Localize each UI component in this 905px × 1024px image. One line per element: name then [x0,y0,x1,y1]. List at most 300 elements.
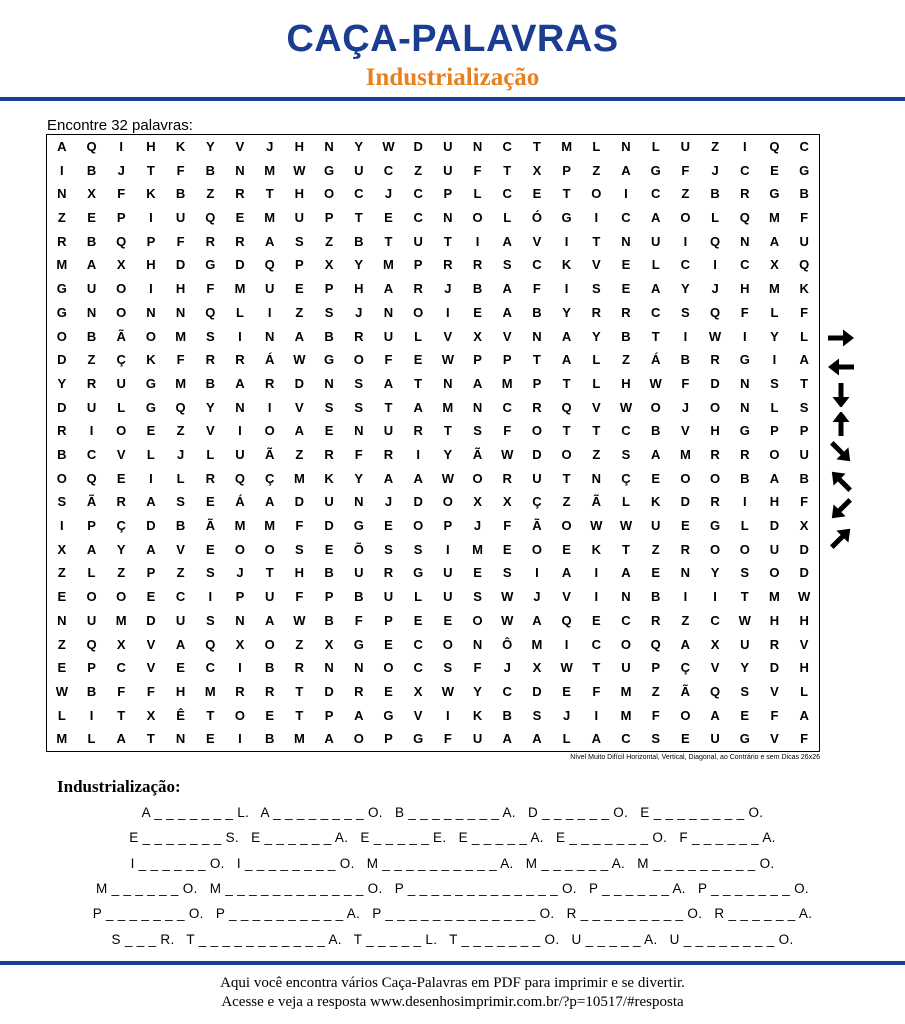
grid-letter[interactable]: X [532,162,542,178]
grid-letter[interactable]: O [234,541,246,557]
grid-letter[interactable]: H [175,281,186,297]
grid-letter[interactable]: C [650,186,661,202]
grid-letter[interactable]: R [57,233,67,249]
grid-letter[interactable]: A [502,281,512,297]
grid-letter[interactable]: M [56,731,68,747]
grid-letter[interactable]: D [799,565,809,581]
grid-letter[interactable]: A [86,257,97,273]
grid-letter[interactable]: Ã [116,328,126,344]
grid-letter[interactable]: M [769,281,780,297]
grid-letter[interactable]: O [680,470,691,486]
grid-letter[interactable]: U [383,423,394,439]
grid-letter[interactable]: R [413,423,423,439]
grid-letter[interactable]: Y [562,304,571,320]
grid-letter[interactable]: M [620,707,632,723]
grid-letter[interactable]: Ã [86,494,97,510]
grid-letter[interactable]: Q [561,399,572,415]
grid-letter[interactable]: U [354,565,364,581]
grid-letter[interactable]: Z [57,636,66,652]
grid-letter[interactable]: T [265,565,274,581]
grid-letter[interactable]: C [532,257,542,273]
grid-letter[interactable]: X [87,186,96,202]
grid-letter[interactable]: I [564,233,569,249]
grid-letter[interactable]: H [294,186,305,202]
grid-letter[interactable]: T [206,707,215,723]
grid-letter[interactable]: I [89,423,94,439]
grid-letter[interactable]: L [562,731,571,747]
grid-letter[interactable]: I [594,210,599,226]
grid-letter[interactable]: U [86,399,97,415]
grid-letter[interactable]: R [413,281,423,297]
grid-letter[interactable]: Z [681,186,690,202]
grid-letter[interactable]: B [324,565,334,581]
grid-letter[interactable]: C [591,636,601,652]
grid-letter[interactable]: I [267,399,272,415]
grid-letter[interactable]: O [680,707,691,723]
grid-letter[interactable]: Y [205,399,215,415]
grid-letter[interactable]: B [680,352,691,368]
grid-letter[interactable]: X [116,257,126,273]
grid-letter[interactable]: G [561,210,572,226]
grid-letter[interactable]: R [264,375,275,391]
grid-letter[interactable]: C [116,660,126,676]
grid-letter[interactable]: C [502,139,512,154]
grid-letter[interactable]: S [384,541,393,557]
grid-letter[interactable]: Y [354,257,364,273]
grid-letter[interactable]: I [594,589,599,605]
grid-letter[interactable]: A [383,375,394,391]
grid-letter[interactable]: K [146,352,156,368]
grid-letter[interactable]: A [354,707,364,723]
grid-letter[interactable]: Q [205,636,216,652]
grid-letter[interactable]: R [235,233,245,249]
grid-letter[interactable]: U [650,233,661,249]
grid-letter[interactable]: Y [710,565,720,581]
grid-letter[interactable]: E [621,281,631,297]
grid-letter[interactable]: Y [740,660,750,676]
grid-letter[interactable]: X [799,518,809,534]
grid-letter[interactable]: H [621,375,631,391]
grid-letter[interactable]: V [443,328,453,344]
grid-letter[interactable]: J [562,707,571,723]
grid-letter[interactable]: F [592,683,601,699]
grid-letter[interactable]: X [57,541,67,557]
grid-letter[interactable]: F [681,162,690,178]
grid-letter[interactable]: P [324,589,334,605]
grid-letter[interactable]: S [354,399,364,415]
grid-letter[interactable]: M [531,636,543,652]
grid-letter[interactable]: T [532,139,541,154]
grid-letter[interactable]: R [472,257,483,273]
grid-letter[interactable]: E [146,423,156,439]
grid-letter[interactable]: G [799,162,810,178]
grid-letter[interactable]: G [739,423,750,439]
grid-letter[interactable]: E [532,186,542,202]
grid-letter[interactable]: B [264,660,275,676]
grid-letter[interactable]: H [769,612,780,628]
grid-letter[interactable]: R [383,447,394,462]
grid-letter[interactable]: N [235,162,245,178]
grid-letter[interactable]: N [443,375,453,391]
grid-letter[interactable]: B [86,233,97,249]
grid-letter[interactable]: Ç [532,494,542,510]
grid-letter[interactable]: U [175,612,186,628]
grid-letter[interactable]: E [502,541,512,557]
grid-letter[interactable]: Z [325,233,334,249]
grid-letter[interactable]: D [146,612,156,628]
grid-letter[interactable]: A [472,375,483,391]
grid-letter[interactable]: R [383,565,394,581]
grid-letter[interactable]: D [324,683,334,699]
grid-letter[interactable]: E [413,352,423,368]
grid-letter[interactable]: E [562,683,571,699]
grid-letter[interactable]: N [383,304,394,320]
grid-letter[interactable]: F [206,281,215,297]
grid-letter[interactable]: Z [592,447,601,462]
grid-letter[interactable]: L [146,447,155,462]
grid-letter[interactable]: B [205,162,215,178]
grid-letter[interactable]: U [532,470,542,486]
grid-letter[interactable]: O [710,399,721,415]
grid-letter[interactable]: G [650,162,661,178]
grid-letter[interactable]: Z [651,541,660,557]
grid-letter[interactable]: M [293,470,305,486]
grid-letter[interactable]: O [56,328,67,344]
grid-letter[interactable]: F [176,233,185,249]
grid-letter[interactable]: O [561,447,572,462]
grid-letter[interactable]: A [561,565,572,581]
grid-letter[interactable]: T [414,375,423,391]
grid-letter[interactable]: M [620,683,632,699]
grid-letter[interactable]: E [413,612,423,628]
grid-letter[interactable]: P [384,612,393,628]
grid-letter[interactable]: M [175,375,187,391]
grid-letter[interactable]: S [413,541,423,557]
grid-letter[interactable]: S [651,731,661,747]
grid-letter[interactable]: Z [681,612,690,628]
grid-letter[interactable]: B [175,186,186,202]
grid-letter[interactable]: S [205,612,215,628]
grid-letter[interactable]: D [769,660,780,676]
grid-letter[interactable]: O [620,636,632,652]
grid-letter[interactable]: O [472,470,483,486]
grid-letter[interactable]: Z [117,565,126,581]
grid-letter[interactable]: A [413,399,423,415]
grid-letter[interactable]: Y [354,139,364,154]
grid-letter[interactable]: O [442,494,453,510]
grid-letter[interactable]: T [800,375,809,391]
grid-letter[interactable]: N [532,328,542,344]
grid-letter[interactable]: F [473,660,482,676]
grid-letter[interactable]: V [681,423,690,439]
grid-letter[interactable]: O [739,541,750,557]
grid-letter[interactable]: H [146,139,156,154]
grid-letter[interactable]: S [57,494,67,510]
grid-letter[interactable]: J [444,281,452,297]
grid-letter[interactable]: Z [592,162,601,178]
grid-letter[interactable]: Ã [680,683,691,699]
grid-letter[interactable]: L [651,139,660,154]
grid-letter[interactable]: C [650,304,661,320]
grid-letter[interactable]: R [205,352,215,368]
grid-letter[interactable]: T [622,541,630,557]
grid-letter[interactable]: W [55,683,68,699]
grid-letter[interactable]: X [324,636,334,652]
grid-letter[interactable]: L [206,447,215,462]
grid-letter[interactable]: Ê [176,707,185,723]
grid-letter[interactable]: O [383,660,394,676]
grid-letter[interactable]: L [236,304,244,320]
grid-letter[interactable]: I [683,233,688,249]
grid-letter[interactable]: F [146,683,155,699]
grid-letter[interactable]: O [264,423,275,439]
grid-letter[interactable]: B [799,186,809,202]
grid-letter[interactable]: C [799,139,809,154]
grid-letter[interactable]: E [591,612,601,628]
grid-letter[interactable]: C [383,162,394,178]
grid-letter[interactable]: I [742,328,747,344]
grid-letter[interactable]: S [354,375,364,391]
grid-letter[interactable]: X [532,660,542,676]
grid-letter[interactable]: O [145,328,156,344]
grid-letter[interactable]: G [56,281,67,297]
grid-letter[interactable]: O [650,399,661,415]
grid-letter[interactable]: D [294,494,305,510]
grid-letter[interactable]: P [799,423,809,439]
grid-letter[interactable]: H [175,683,186,699]
grid-letter[interactable]: R [235,186,245,202]
grid-letter[interactable]: M [56,257,68,273]
grid-letter[interactable]: F [117,683,126,699]
grid-letter[interactable]: V [116,447,126,462]
grid-letter[interactable]: V [146,660,156,676]
grid-letter[interactable]: I [742,139,747,154]
grid-letter[interactable]: Z [87,352,96,368]
grid-letter[interactable]: C [413,660,423,676]
grid-letter[interactable]: L [800,683,809,699]
grid-letter[interactable]: L [592,375,601,391]
grid-letter[interactable]: Q [234,470,246,486]
grid-letter[interactable]: P [146,565,156,581]
grid-letter[interactable]: W [560,660,573,676]
grid-letter[interactable]: I [238,423,242,439]
grid-letter[interactable]: E [651,565,661,581]
grid-letter[interactable]: F [354,447,363,462]
grid-letter[interactable]: O [353,731,364,747]
grid-letter[interactable]: N [354,660,364,676]
grid-letter[interactable]: O [710,541,721,557]
grid-letter[interactable]: O [234,707,246,723]
grid-letter[interactable]: U [354,162,364,178]
grid-letter[interactable]: B [502,707,512,723]
grid-letter[interactable]: G [145,399,156,415]
grid-letter[interactable]: P [384,731,393,747]
grid-letter[interactable]: N [235,399,245,415]
grid-letter[interactable]: W [441,470,454,486]
grid-letter[interactable]: U [621,660,631,676]
grid-letter[interactable]: E [205,731,215,747]
grid-letter[interactable]: Z [57,210,66,226]
grid-letter[interactable]: N [740,233,750,249]
grid-letter[interactable]: A [799,707,809,723]
grid-letter[interactable]: T [146,731,155,747]
grid-letter[interactable]: B [86,162,97,178]
grid-letter[interactable]: U [86,612,97,628]
grid-letter[interactable]: Ç [116,352,126,368]
grid-letter[interactable]: H [146,257,156,273]
grid-letter[interactable]: C [740,162,750,178]
grid-letter[interactable]: B [650,589,661,605]
grid-letter[interactable]: N [264,328,275,344]
grid-letter[interactable]: U [710,731,720,747]
grid-letter[interactable]: L [87,565,96,581]
grid-letter[interactable]: X [473,328,482,344]
grid-letter[interactable]: A [561,328,572,344]
grid-letter[interactable]: I [624,186,628,202]
grid-letter[interactable]: I [535,565,539,581]
grid-letter[interactable]: P [413,257,423,273]
grid-letter[interactable]: O [531,423,542,439]
grid-letter[interactable]: W [501,447,514,462]
grid-letter[interactable]: M [234,518,246,534]
grid-letter[interactable]: F [800,731,809,747]
grid-letter[interactable]: X [146,707,156,723]
grid-letter[interactable]: Á [264,352,275,368]
grid-letter[interactable]: I [446,707,450,723]
grid-letter[interactable]: A [383,281,394,297]
grid-letter[interactable]: D [413,494,423,510]
grid-letter[interactable]: R [324,447,334,462]
grid-letter[interactable]: Ç [264,470,275,486]
grid-letter[interactable]: J [384,186,393,202]
grid-letter[interactable]: N [472,139,483,154]
grid-letter[interactable]: S [770,375,779,391]
grid-letter[interactable]: D [413,139,423,154]
grid-letter[interactable]: Õ [353,541,364,557]
grid-letter[interactable]: H [799,612,809,628]
grid-letter[interactable]: N [472,399,483,415]
grid-letter[interactable]: W [382,139,395,154]
grid-letter[interactable]: Z [176,565,185,581]
grid-letter[interactable]: U [650,518,661,534]
grid-letter[interactable]: G [324,352,335,368]
grid-letter[interactable]: N [472,636,483,652]
grid-letter[interactable]: N [680,565,691,581]
grid-letter[interactable]: Z [562,494,571,510]
grid-letter[interactable]: O [324,186,335,202]
grid-letter[interactable]: C [621,423,631,439]
grid-letter[interactable]: R [235,352,245,368]
grid-letter[interactable]: S [799,399,809,415]
grid-letter[interactable]: A [264,233,275,249]
grid-letter[interactable]: N [621,589,631,605]
grid-letter[interactable]: F [800,210,809,226]
grid-letter[interactable]: N [591,470,601,486]
grid-letter[interactable]: W [293,612,306,628]
grid-letter[interactable]: R [294,660,305,676]
grid-letter[interactable]: O [264,541,275,557]
grid-letter[interactable]: E [384,518,393,534]
grid-letter[interactable]: D [710,375,720,391]
grid-letter[interactable]: A [324,731,334,747]
grid-letter[interactable]: B [205,375,215,391]
grid-letter[interactable]: S [324,304,334,320]
grid-letter[interactable]: Q [710,233,721,249]
grid-letter[interactable]: P [87,518,96,534]
grid-letter[interactable]: G [353,518,364,534]
grid-letter[interactable]: H [799,660,809,676]
grid-letter[interactable]: Q [175,399,186,415]
grid-letter[interactable]: O [472,210,483,226]
grid-letter[interactable]: D [57,352,67,368]
grid-letter[interactable]: O [413,518,424,534]
grid-letter[interactable]: I [475,233,480,249]
grid-letter[interactable]: A [235,375,245,391]
grid-letter[interactable]: M [501,375,513,391]
grid-letter[interactable]: H [354,281,364,297]
grid-letter[interactable]: C [502,683,512,699]
grid-letter[interactable]: L [740,518,749,534]
grid-letter[interactable]: V [799,636,809,652]
grid-letter[interactable]: W [293,162,306,178]
grid-letter[interactable]: T [562,375,571,391]
grid-letter[interactable]: E [651,470,661,486]
grid-letter[interactable]: M [175,328,187,344]
grid-letter[interactable]: C [175,589,186,605]
grid-letter[interactable]: Y [681,281,690,297]
grid-letter[interactable]: R [680,541,691,557]
grid-letter[interactable]: C [502,186,512,202]
grid-letter[interactable]: K [146,186,156,202]
grid-letter[interactable]: M [234,281,246,297]
grid-letter[interactable]: F [503,518,512,534]
grid-letter[interactable]: Q [205,210,216,226]
grid-letter[interactable]: E [443,612,453,628]
grid-letter[interactable]: D [769,518,780,534]
grid-letter[interactable]: L [770,304,779,320]
grid-letter[interactable]: Y [443,447,453,462]
grid-letter[interactable]: W [738,612,751,628]
grid-letter[interactable]: X [770,257,779,273]
grid-letter[interactable]: S [502,565,512,581]
grid-letter[interactable]: E [770,162,779,178]
grid-letter[interactable]: B [710,186,720,202]
grid-letter[interactable]: S [502,257,512,273]
grid-letter[interactable]: Q [650,636,661,652]
grid-letter[interactable]: G [324,162,335,178]
grid-letter[interactable]: O [86,589,97,605]
grid-letter[interactable]: I [238,660,242,676]
grid-letter[interactable]: S [295,233,304,249]
grid-letter[interactable]: H [294,565,305,581]
grid-letter[interactable]: P [324,281,334,297]
grid-letter[interactable]: N [354,423,364,439]
grid-letter[interactable]: Q [116,233,127,249]
grid-letter[interactable]: Ã [205,518,215,534]
grid-letter[interactable]: E [740,707,750,723]
grid-letter[interactable]: N [324,139,334,154]
grid-letter[interactable]: E [384,683,393,699]
grid-letter[interactable]: D [235,257,245,273]
grid-letter[interactable]: N [57,612,67,628]
grid-letter[interactable]: U [799,447,809,462]
grid-letter[interactable]: I [564,636,569,652]
grid-letter[interactable]: Z [176,423,185,439]
grid-letter[interactable]: I [149,470,153,486]
grid-letter[interactable]: U [413,233,423,249]
grid-letter[interactable]: Á [235,494,245,510]
grid-letter[interactable]: F [532,281,541,297]
